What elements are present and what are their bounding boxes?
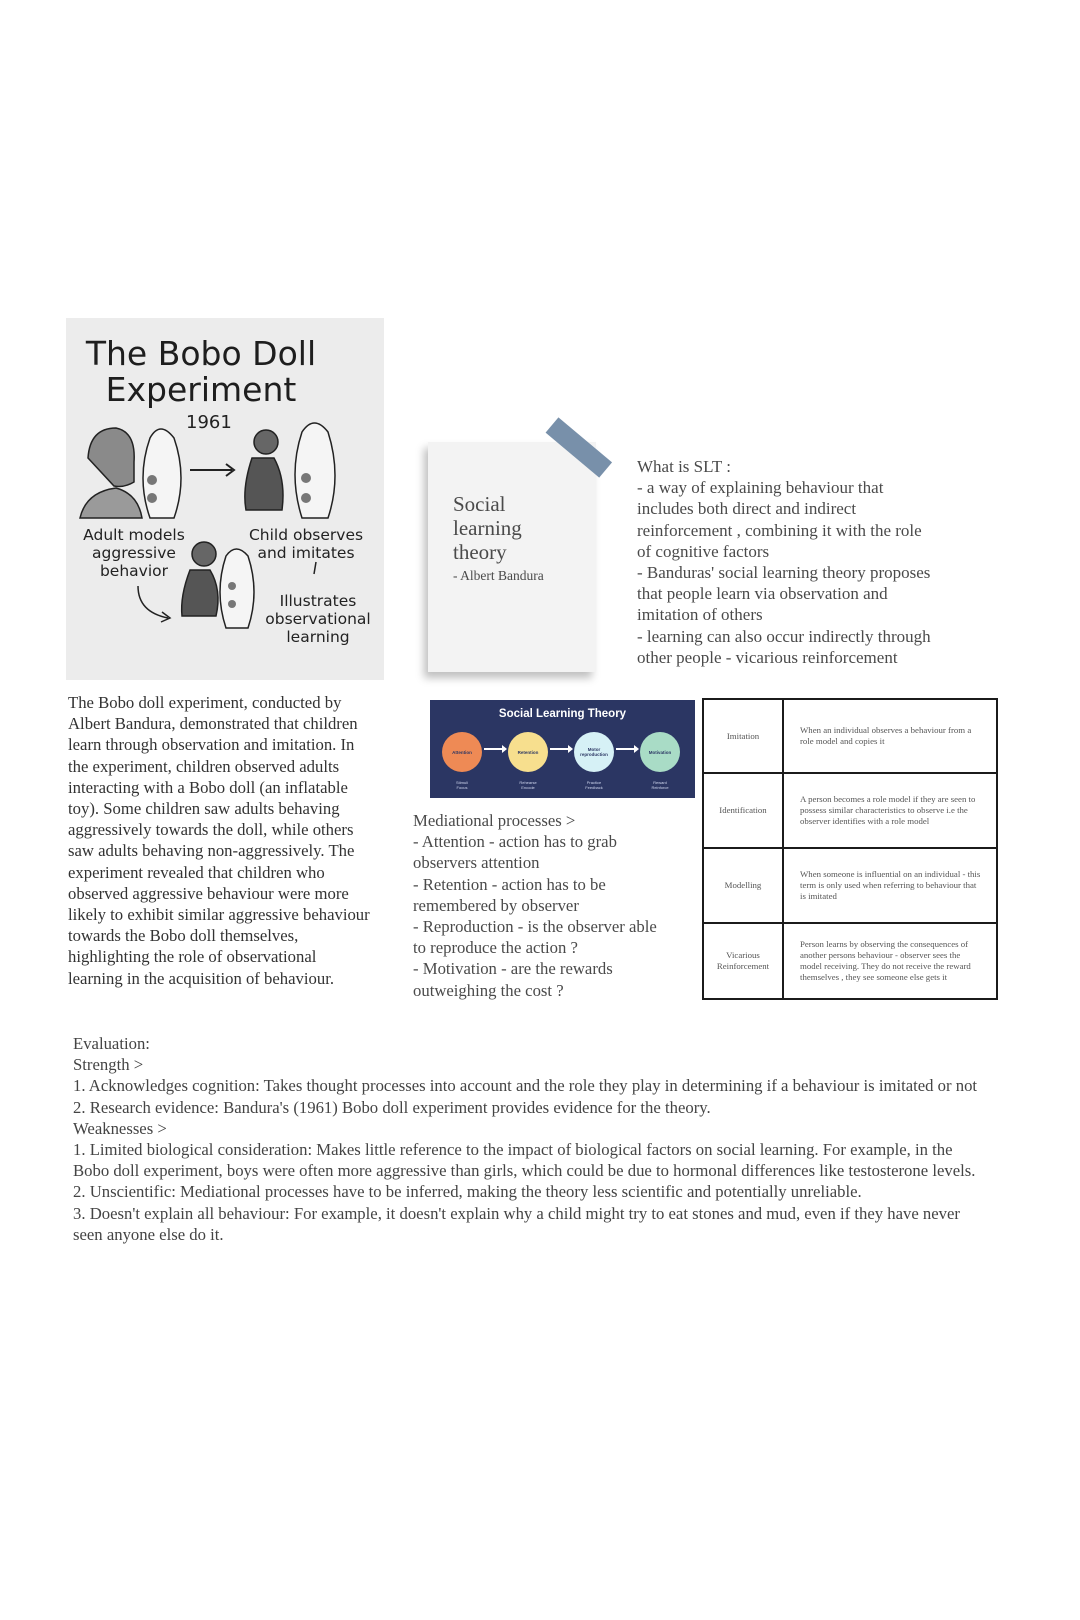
caption-line: aggressive bbox=[92, 544, 176, 562]
slt-line: imitation of others bbox=[637, 605, 763, 625]
strength-item: 1. Acknowledges cognition: Takes thought processes into account and the role they play in determining if a behaviour is imitated or not bbox=[73, 1076, 978, 1096]
paragraph-line: towards the Bobo doll themselves, bbox=[68, 926, 299, 946]
mediational-line: - Reproduction - is the observer able bbox=[413, 917, 657, 937]
slt-line: that people learn via observation and bbox=[637, 584, 888, 604]
slt-title-card bbox=[428, 442, 596, 672]
term-cell: Modelling bbox=[703, 848, 783, 923]
term-cell: Imitation bbox=[703, 699, 783, 773]
caption-line: and imitates bbox=[257, 544, 355, 562]
arrow-right-icon bbox=[484, 748, 504, 750]
slt-heading: What is SLT : bbox=[637, 457, 731, 476]
table-row bbox=[703, 773, 997, 848]
mediational-line: observers attention bbox=[413, 853, 540, 873]
definition-cell: A person becomes a role model if they are seen to possess similar characteristics to observe i.e the observer identifies with a role model bbox=[783, 773, 997, 848]
table-row bbox=[703, 923, 997, 999]
slt-line: of cognitive factors bbox=[637, 541, 770, 561]
stage-sub-line: Focus bbox=[456, 785, 468, 790]
weakness-item: 2. Unscientific: Mediational processes have to be inferred, making the theory less scientific and potentially unreliable. bbox=[73, 1182, 862, 1202]
stage-sub-line: Encode bbox=[521, 785, 535, 790]
caption-line: observational bbox=[265, 610, 371, 628]
slt-line: other people - vicarious reinforcement bbox=[637, 647, 898, 667]
bobo-experiment-description bbox=[68, 692, 398, 989]
mediational-processes bbox=[413, 810, 693, 1001]
stage-label: Retention bbox=[517, 749, 539, 755]
stage-motivation bbox=[640, 732, 680, 772]
caption-child-observes bbox=[236, 526, 376, 562]
card-title bbox=[453, 492, 522, 564]
stage-label: Motivation bbox=[648, 749, 672, 755]
definition-cell: Person learns by observing the consequences of another persons behaviour - observer sees the model receiving. They do not receive the reward themselves , they see someone else gets it bbox=[783, 923, 997, 999]
weakness-item: 1. Limited biological consideration: Makes little reference to the impact of biological factors on social learning. For example, in the Bobo doll experiment, boys were often more aggressive than girls, which could be due to hormonal differences like testosterone levels. bbox=[73, 1140, 976, 1181]
stage-label: Attention bbox=[452, 749, 472, 755]
arrow-right-icon bbox=[550, 748, 570, 750]
illustration-year: 1961 bbox=[186, 412, 232, 433]
card-author: - Albert Bandura bbox=[453, 568, 544, 583]
concepts-table bbox=[702, 698, 998, 1000]
paragraph-line: Albert Bandura, demonstrated that children bbox=[68, 714, 358, 734]
definition-cell: When an individual observes a behaviour from a role model and copies it bbox=[783, 699, 997, 773]
caption-line: learning bbox=[286, 628, 350, 646]
term-cell: Vicarious Reinforcement bbox=[703, 923, 783, 999]
arrow-right-icon bbox=[616, 748, 636, 750]
slt-line: reinforcement , combining it with the role bbox=[637, 520, 922, 540]
card-title-line: learning bbox=[453, 516, 522, 540]
stage-sub bbox=[574, 780, 614, 790]
paragraph-line: experiment revealed that children who bbox=[68, 862, 325, 882]
mediational-line: remembered by observer bbox=[413, 895, 579, 915]
evaluation-section bbox=[73, 1033, 983, 1245]
title-line: Experiment bbox=[105, 370, 297, 409]
caption-line: behavior bbox=[99, 562, 169, 580]
mediational-line: - Retention - action has to be bbox=[413, 874, 606, 894]
caption-line: Illustrates bbox=[279, 592, 357, 610]
slt-line: - learning can also occur indirectly through bbox=[637, 626, 931, 646]
weakness-heading: Weaknesses > bbox=[73, 1118, 167, 1138]
stage-sub-line: Reinforce bbox=[651, 785, 669, 790]
paragraph-line: The Bobo doll experiment, conducted by bbox=[68, 693, 342, 712]
stage-sub-line: Feedback bbox=[585, 785, 603, 790]
strength-item: 2. Research evidence: Bandura's (1961) Bobo doll experiment provides evidence for the theory. bbox=[73, 1097, 711, 1117]
card-title-line: theory bbox=[453, 540, 507, 564]
paragraph-line: toy). Some children saw adults behaving bbox=[68, 799, 340, 819]
paragraph-line: saw adults behaving non-aggressively. The bbox=[68, 841, 355, 861]
weakness-item: 3. Doesn't explain all behaviour: For example, it doesn't explain why a child might try to eat stones and mud, even if they have never seen anyone else do it. bbox=[73, 1203, 960, 1244]
title-line: The Bobo Doll bbox=[85, 334, 317, 373]
infographic-title: Social Learning Theory bbox=[498, 708, 627, 720]
stage-sub bbox=[442, 780, 482, 790]
term-cell: Identification bbox=[703, 773, 783, 848]
stage-sub-line: Rehearse bbox=[519, 780, 537, 785]
caption-observational-learning bbox=[256, 592, 380, 646]
table-row bbox=[703, 699, 997, 773]
stage-sub bbox=[640, 780, 680, 790]
mediational-line: - Attention - action has to grab bbox=[413, 832, 617, 852]
strength-heading: Strength > bbox=[73, 1055, 144, 1075]
paragraph-line: learn through observation and imitation. In bbox=[68, 735, 355, 755]
stage-motor-reproduction bbox=[574, 732, 614, 772]
stage-retention bbox=[508, 732, 548, 772]
evaluation-heading: Evaluation: bbox=[73, 1034, 150, 1053]
slt-line: includes both direct and indirect bbox=[637, 499, 857, 519]
paragraph-line: learning in the acquisition of behaviour. bbox=[68, 968, 335, 988]
slt-line: - a way of explaining behaviour that bbox=[637, 478, 884, 498]
paragraph-line: aggressively towards the doll, while others bbox=[68, 820, 354, 840]
stage-sub-line: Reward bbox=[653, 780, 667, 785]
mediational-line: to reproduce the action ? bbox=[413, 938, 578, 958]
table-row bbox=[703, 848, 997, 923]
paragraph-line: observed aggressive behaviour were more bbox=[68, 883, 349, 903]
caption-line: Child observes bbox=[248, 526, 364, 544]
slt-definition bbox=[637, 456, 977, 668]
paragraph-line: interacting with a Bobo doll (an inflatable bbox=[68, 777, 348, 797]
mediational-line: outweighing the cost ? bbox=[413, 980, 564, 1000]
stage-sub bbox=[508, 780, 548, 790]
mediational-heading: Mediational processes > bbox=[413, 811, 576, 830]
stage-sub-line: Practice bbox=[586, 780, 602, 785]
definition-cell: When someone is influential on an individual - this term is only used when referring to behaviour that is imitated bbox=[783, 848, 997, 923]
card-title-line: Social bbox=[453, 492, 506, 516]
slt-line: - Banduras' social learning theory proposes bbox=[637, 563, 931, 583]
paragraph-line: highlighting the role of observational bbox=[68, 947, 317, 967]
caption-adult-models bbox=[74, 526, 194, 580]
paragraph-line: the experiment, children observed adults bbox=[68, 756, 340, 776]
stage-label: Motor reproduction bbox=[580, 747, 608, 757]
mediational-line: - Motivation - are the rewards bbox=[413, 959, 613, 979]
paragraph-line: likely to exhibit similar aggressive behaviour bbox=[68, 905, 370, 925]
caption-line: Adult models bbox=[83, 526, 185, 544]
stage-attention bbox=[442, 732, 482, 772]
bobo-doll-illustration bbox=[66, 318, 384, 680]
stage-sub-line: Stimuli bbox=[455, 780, 468, 785]
slt-infographic bbox=[430, 700, 695, 798]
